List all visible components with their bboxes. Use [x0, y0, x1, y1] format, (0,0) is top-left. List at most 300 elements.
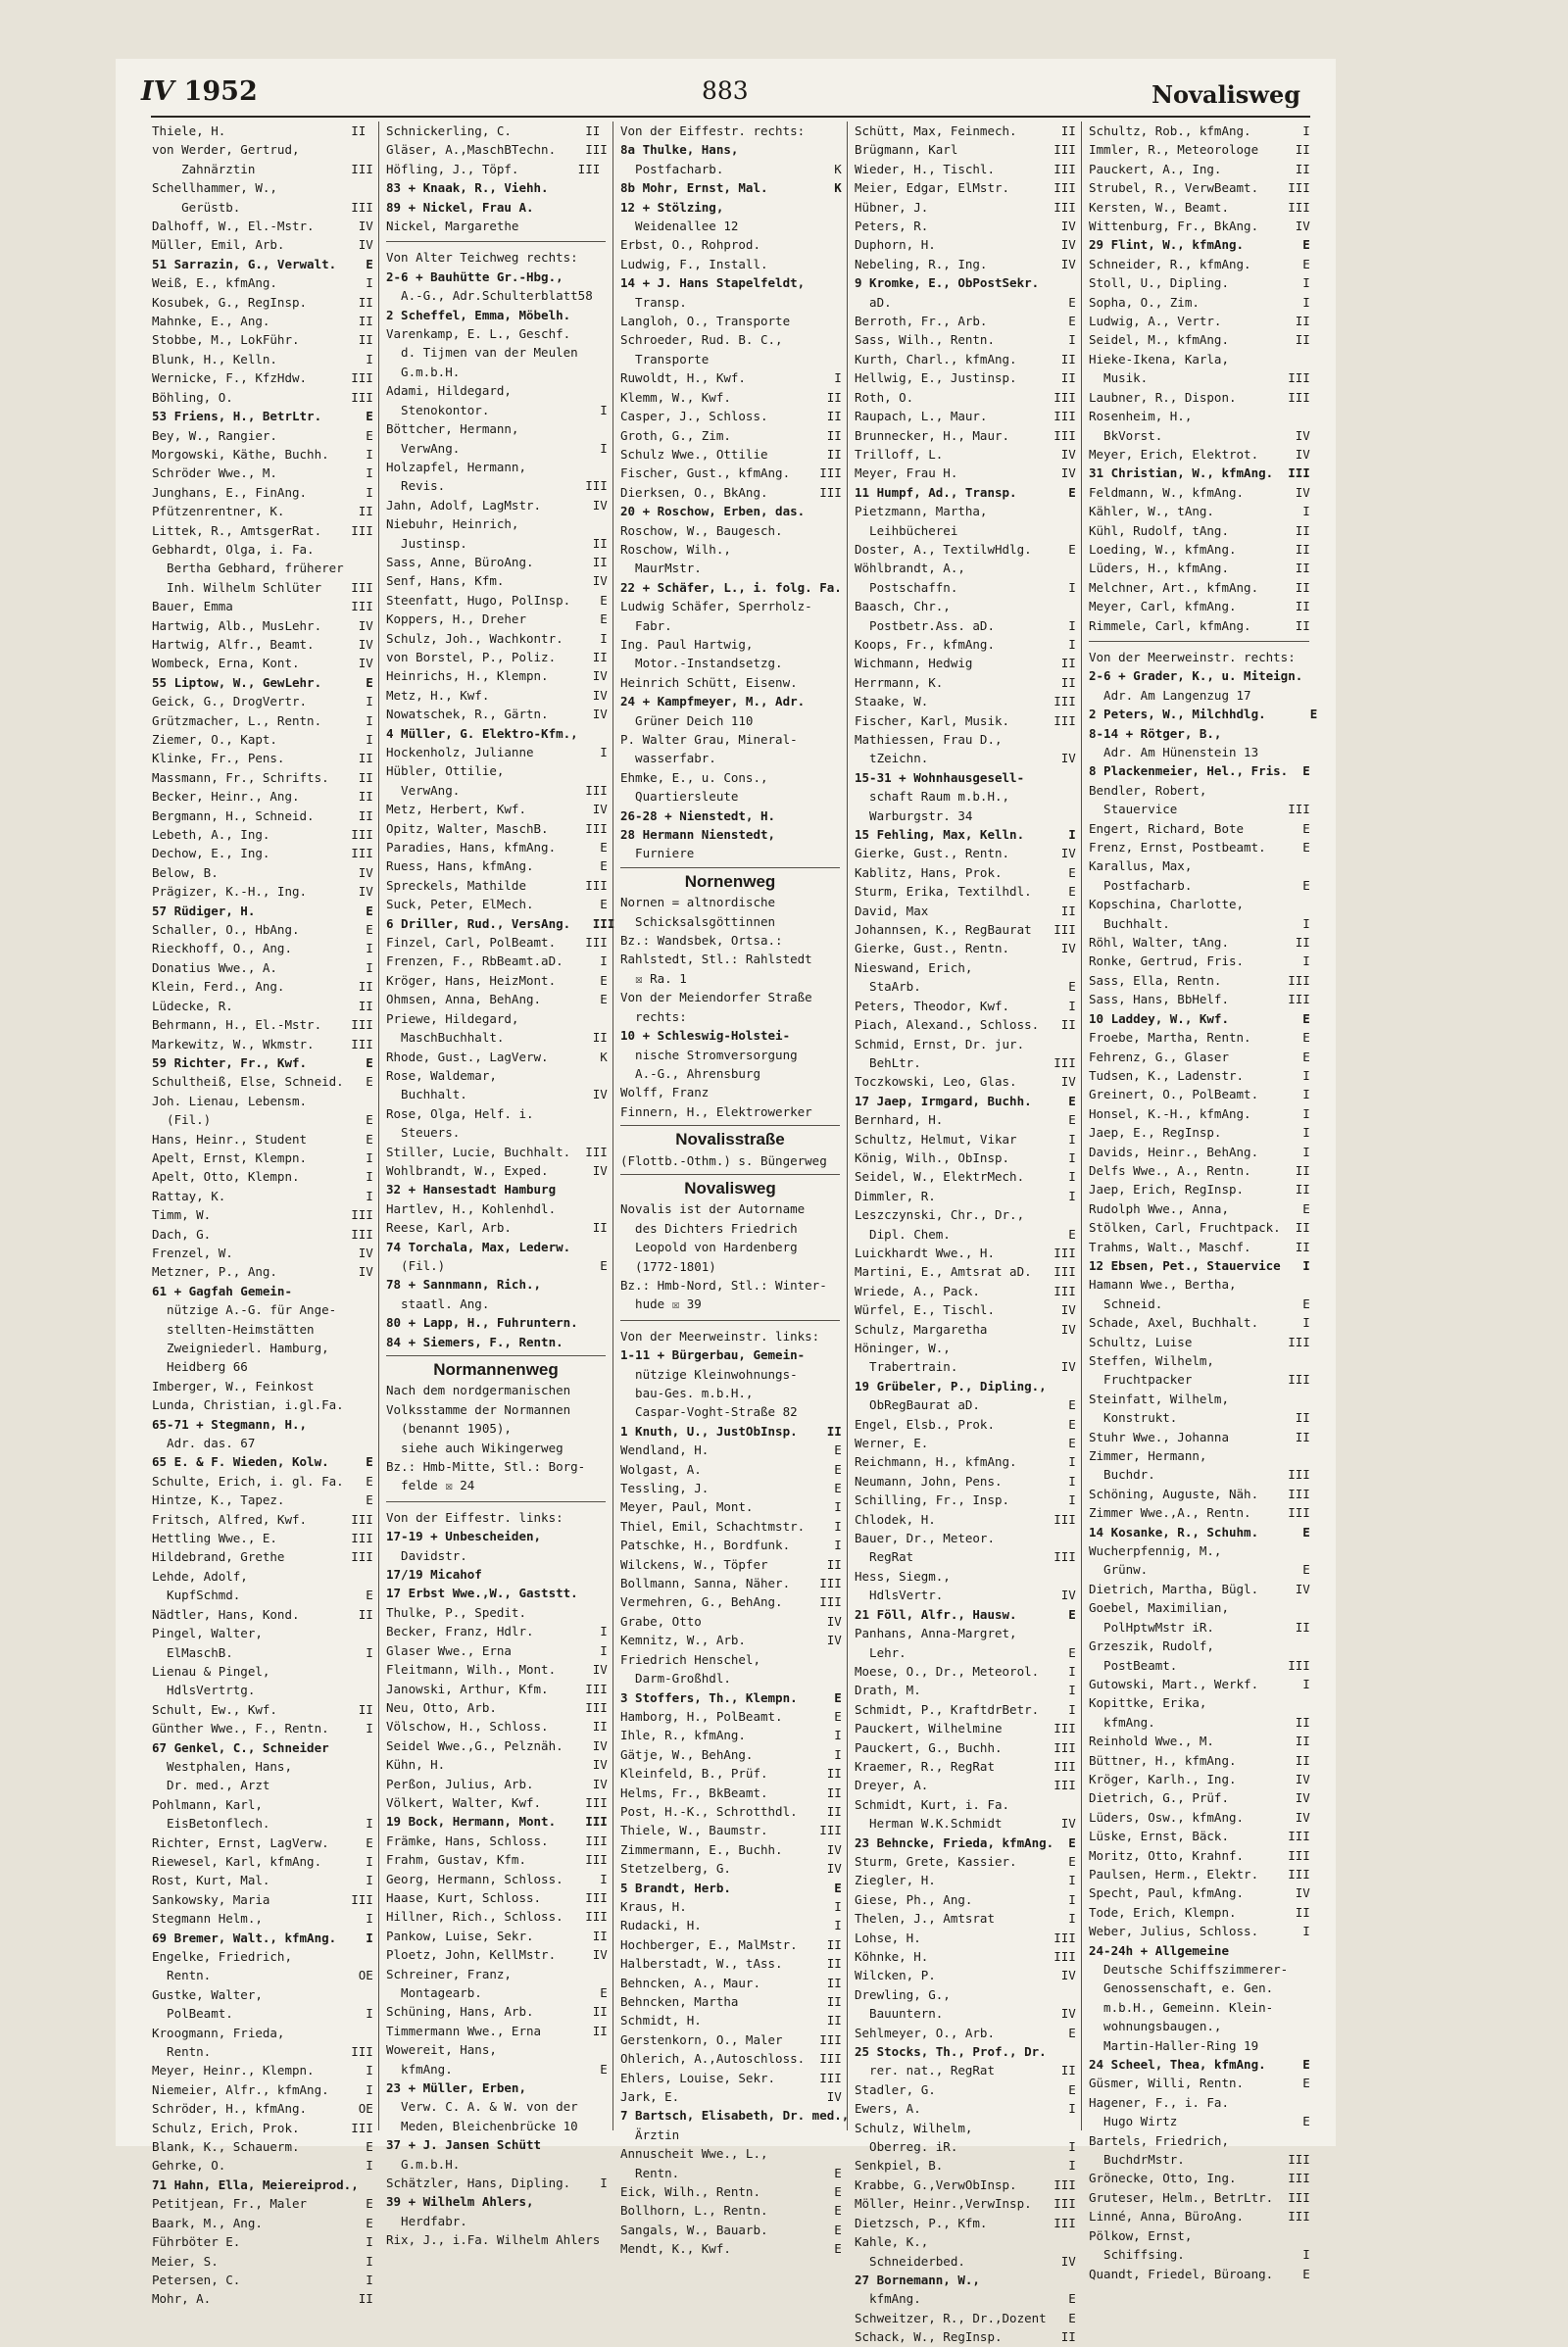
directory-entry: Kablitz, Hans, Prok. E — [855, 864, 1076, 880]
directory-entry: Kraemer, R., RegRat III — [855, 1758, 1076, 1774]
directory-entry: Postfacharb. K — [620, 161, 842, 176]
directory-entry: MaschBuchhalt. II — [386, 1030, 608, 1046]
directory-entry: StaArb. E — [855, 979, 1076, 995]
directory-entry: Annuscheit Wwe., L., — [620, 2146, 768, 2162]
directory-entry: Jaep, E., RegInsp. I — [1089, 1125, 1310, 1141]
directory-entry: Leihbücherei — [855, 522, 958, 538]
directory-entry: Hettling Wwe., E. III — [152, 1531, 373, 1546]
directory-entry: Jark, E. IV — [620, 2089, 842, 2105]
directory-entry: Rose, Waldemar, — [386, 1067, 497, 1083]
directory-entry: Postbetr.Ass. aD. I — [855, 617, 1076, 633]
directory-entry: Rentn. E — [620, 2165, 842, 2180]
directory-entry: Kahle, K., — [855, 2234, 929, 2250]
directory-entry: Johannsen, K., RegBaurat III — [855, 922, 1076, 938]
directory-entry: Priewe, Hildegard, — [386, 1010, 519, 1026]
directory-entry: BehLtr. III — [855, 1054, 1076, 1070]
directory-entry: G.m.b.H. — [386, 364, 461, 379]
directory-entry: 2-6 + Grader, K., u. Miteign. — [1089, 668, 1303, 684]
directory-entry: Roschow, W., Baugesch. — [620, 522, 783, 538]
directory-entry: Bauer, Dr., Meteor. — [855, 1531, 995, 1546]
directory-entry: Meier, Edgar, ElMstr. III — [855, 180, 1076, 196]
directory-entry: Furniere — [620, 846, 695, 861]
directory-entry: 37 + J. Jansen Schütt — [386, 2137, 542, 2153]
directory-entry: schaft Raum m.b.H., — [855, 789, 1010, 805]
directory-entry: Leopold von Hardenberg — [620, 1240, 798, 1255]
directory-entry: Schmidt, Kurt, i. Fa. — [855, 1796, 1010, 1812]
directory-entry: Güsmer, Willi, Rentn. E — [1089, 2076, 1310, 2091]
directory-entry: Kroogmann, Frieda, — [152, 2025, 285, 2040]
directory-entry: wasserfabr. — [620, 751, 716, 766]
directory-entry: 15-31 + Wohnhausgesell- — [855, 769, 1025, 785]
directory-entry: Transporte — [620, 351, 710, 367]
directory-entry: Verw. C. A. & W. von der — [386, 2099, 578, 2115]
directory-entry: Gerüstb. III — [152, 199, 373, 215]
directory-entry: Hockenholz, Julianne I — [386, 745, 608, 759]
directory-entry: Meden, Bleichenbrücke 10 — [386, 2118, 578, 2133]
directory-entry: Stölken, Carl, Fruchtpack. II — [1089, 1220, 1310, 1236]
directory-entry: 83 + Knaak, R., Viehh. — [386, 180, 549, 196]
directory-entry: Kröger, Hans, HeizMont. E — [386, 972, 608, 988]
directory-entry: Gläser, A.,MaschBTechn. III — [386, 142, 608, 158]
directory-entry: Luickhardt Wwe., H. III — [855, 1245, 1076, 1260]
directory-entry: Böhling, O. III — [152, 389, 373, 405]
directory-entry: Koppers, H., Dreher E — [386, 611, 608, 627]
directory-entry: kfmAng. II — [1089, 1714, 1310, 1730]
directory-entry: Holzapfel, Hermann, — [386, 459, 526, 474]
directory-entry: felde ☒ 24 — [386, 1478, 475, 1493]
directory-entry: Raupach, L., Maur. III — [855, 409, 1076, 424]
directory-entry: Warburgstr. 34 — [855, 807, 973, 823]
directory-entry: Metz, Herbert, Kwf. IV — [386, 802, 608, 817]
directory-entry: Littek, R., AmtsgerRat. III — [152, 522, 373, 538]
directory-entry: Apelt, Otto, Klempn. I — [152, 1169, 373, 1185]
directory-entry: Langloh, O., Transporte — [620, 314, 791, 329]
directory-entry: Von der Meerweinstr. links: — [620, 1328, 820, 1344]
directory-entry: Gätje, W., BehAng. I — [620, 1746, 842, 1762]
directory-page — [116, 59, 1336, 2345]
directory-entry: Wolff, Franz — [620, 1085, 710, 1100]
directory-entry: 8a Thulke, Hans, — [620, 142, 739, 158]
directory-entry: Bz.: Hmb-Nord, Stl.: Winter- — [620, 1277, 827, 1293]
directory-entry: Adr. Am Langenzug 17 — [1089, 687, 1251, 703]
directory-entry: 14 Kosanke, R., Schuhm. E — [1089, 1524, 1310, 1540]
directory-entry: Blunk, H., Kelln. I — [152, 351, 373, 367]
directory-entry: Trilloff, L. IV — [855, 446, 1076, 462]
year: 1952 — [183, 76, 258, 107]
directory-entry: Tudsen, K., Ladenstr. I — [1089, 1067, 1310, 1083]
directory-entry: Grzeszik, Rudolf, — [1089, 1638, 1214, 1654]
directory-entry: Schultz, Rob., kfmAng. I — [1089, 123, 1310, 138]
directory-entry: 15 Fehling, Max, Kelln. I — [855, 827, 1076, 843]
directory-entry: Thelen, J., Amtsrat I — [855, 1911, 1076, 1927]
directory-entry: rer. nat., RegRat II — [855, 2063, 1076, 2078]
directory-entry: Mahnke, E., Ang. II — [152, 314, 373, 329]
directory-entry: Hess, Siegm., — [855, 1568, 951, 1584]
page-number: 883 — [702, 76, 749, 105]
section-divider — [386, 1501, 606, 1502]
directory-entry: Dietrich, Martha, Bügl. IV — [1089, 1581, 1310, 1596]
directory-entry: Buchhalt. I — [1089, 915, 1310, 931]
directory-entry: 2 Peters, W., Milchhdlg. E — [1089, 707, 1318, 722]
directory-entry: Senkpiel, B. I — [855, 2158, 1076, 2174]
directory-entry: Nädtler, Hans, Kond. II — [152, 1606, 373, 1622]
directory-entry: Wieder, H., Tischl. III — [855, 161, 1076, 176]
directory-entry: Volksstamme der Normannen — [386, 1401, 571, 1417]
directory-entry: Fritsch, Alfred, Kwf. III — [152, 1511, 373, 1527]
directory-entry: Fruchtpacker III — [1089, 1372, 1310, 1388]
directory-entry: Transp. — [620, 294, 687, 310]
directory-entry: ElMaschB. I — [152, 1644, 373, 1660]
directory-entry: Schneid. E — [1089, 1296, 1310, 1311]
directory-entry: Schultz, Luise III — [1089, 1334, 1310, 1349]
directory-entry: Von der Meiendorfer Straße — [620, 990, 812, 1005]
directory-entry: Riewesel, Karl, kfmAng. I — [152, 1853, 373, 1869]
directory-entry: Dimmler, R. I — [855, 1188, 1076, 1203]
directory-entry: nützige A.-G. für Ange- — [152, 1302, 337, 1318]
directory-entry: Postfacharb. E — [1089, 877, 1310, 893]
directory-entry: Ronke, Gertrud, Fris. I — [1089, 953, 1310, 969]
directory-entry: Kemnitz, W., Arb. IV — [620, 1633, 842, 1648]
directory-entry: Ohlerich, A.,Autoschloss. III — [620, 2051, 842, 2067]
directory-entry: Schütt, Max, Feinmech. II — [855, 123, 1076, 138]
street-section-heading: Normannenweg — [386, 1355, 606, 1379]
directory-entry: Paradies, Hans, kfmAng. E — [386, 840, 608, 856]
directory-entry: Glaser Wwe., Erna I — [386, 1642, 608, 1658]
directory-entry: Hübner, J. III — [855, 199, 1076, 215]
directory-entry: Ludwig, A., Vertr. II — [1089, 314, 1310, 329]
directory-entry: Bartels, Friedrich, — [1089, 2132, 1229, 2148]
directory-entry: Von der Meerweinstr. rechts: — [1089, 649, 1296, 664]
directory-entry: Dietzsch, P., Kfm. III — [855, 2215, 1076, 2230]
directory-entry: Musik. III — [1089, 370, 1310, 386]
directory-entry: Imberger, W., Feinkost — [152, 1378, 315, 1394]
directory-entry: Froebe, Martha, Rentn. E — [1089, 1030, 1310, 1046]
directory-entry: Meyer, Paul, Mont. I — [620, 1499, 842, 1515]
directory-entry: Below, B. IV — [152, 864, 373, 880]
directory-entry: Gutowski, Mart., Werkf. I — [1089, 1676, 1310, 1691]
directory-entry: Wilckens, W., Töpfer II — [620, 1556, 842, 1572]
directory-entry: (Fil.) E — [152, 1112, 373, 1128]
directory-entry: Dechow, E., Ing. III — [152, 846, 373, 861]
directory-entry: Suck, Peter, ElMech. E — [386, 897, 608, 912]
directory-entry: 8b Mohr, Ernst, Mal. K — [620, 180, 842, 196]
directory-entry: Schult, Ew., Kwf. II — [152, 1701, 373, 1717]
directory-entry: Ziemer, O., Kapt. I — [152, 732, 373, 747]
directory-entry: Konstrukt. II — [1089, 1410, 1310, 1426]
directory-entry: Herrmann, K. II — [855, 674, 1076, 690]
directory-entry: Dietrich, G., Prüf. IV — [1089, 1790, 1310, 1806]
directory-entry: Fabr. — [620, 617, 672, 633]
directory-entry: Hellwig, E., Justinsp. II — [855, 370, 1076, 386]
directory-entry: Buchhalt. IV — [386, 1087, 608, 1102]
directory-entry: Buchdr. III — [1089, 1467, 1310, 1483]
directory-entry: Schmidt, H. II — [620, 2013, 842, 2029]
directory-entry: Greinert, O., PolBeamt. I — [1089, 1087, 1310, 1102]
directory-entry: Lüske, Ernst, Bäck. III — [1089, 1829, 1310, 1844]
section-divider — [620, 1320, 840, 1321]
directory-entry: Wernicke, F., KfzHdw. III — [152, 370, 373, 386]
directory-entry: Novalis ist der Autorname — [620, 1201, 806, 1217]
directory-entry: Stobbe, M., LokFühr. II — [152, 332, 373, 348]
directory-entry: 11 Humpf, Ad., Transp. E — [855, 484, 1076, 500]
directory-entry: Duphorn, H. IV — [855, 237, 1076, 253]
directory-entry: 32 + Hansestadt Hamburg — [386, 1182, 557, 1198]
directory-entry: 57 Rüdiger, H. E — [152, 903, 373, 918]
directory-entry: EisBetonflech. I — [152, 1816, 373, 1832]
directory-entry: 17 Erbst Wwe.,W., Gaststt. — [386, 1586, 578, 1601]
directory-entry: Bollmann, Sanna, Näher. III — [620, 1576, 842, 1591]
directory-entry: Hintze, K., Tapez. E — [152, 1492, 373, 1508]
directory-entry: Frenz, Ernst, Postbeamt. E — [1089, 840, 1310, 856]
directory-entry: Dreyer, A. III — [855, 1778, 1076, 1793]
directory-entry: Grönecke, Otto, Ing. III — [1089, 2171, 1310, 2186]
directory-entry: Blank, K., Schauerm. E — [152, 2139, 373, 2155]
directory-entry: Strubel, R., VerwBeamt. III — [1089, 180, 1310, 196]
directory-entry: PolBeamt. I — [152, 2006, 373, 2022]
directory-entry: 28 Hermann Nienstedt, — [620, 827, 776, 843]
directory-entry: Wombeck, Erna, Kont. IV — [152, 656, 373, 671]
directory-entry: Vermehren, G., BehAng. III — [620, 1594, 842, 1610]
directory-entry: Sass, Ella, Rentn. III — [1089, 972, 1310, 988]
directory-entry: 31 Christian, W., kfmAng. III — [1089, 465, 1310, 481]
directory-entry: RegRat III — [855, 1549, 1076, 1565]
directory-entry: BkVorst. IV — [1089, 427, 1310, 443]
directory-entry: Böttcher, Hermann, — [386, 421, 519, 437]
directory-entry: Bey, W., Rangier. E — [152, 427, 373, 443]
directory-entry: Specht, Paul, kfmAng. IV — [1089, 1885, 1310, 1901]
directory-entry: Bendler, Robert, — [1089, 782, 1207, 798]
directory-entry: Wöhlbrandt, A., — [855, 561, 965, 576]
directory-entry: Lüdecke, R. II — [152, 998, 373, 1013]
directory-entry: Seidel, W., ElektrMech. I — [855, 1169, 1076, 1185]
directory-entry: Werner, E. E — [855, 1436, 1076, 1451]
directory-entry: G.m.b.H. — [386, 2156, 461, 2172]
directory-entry: Junghans, E., FinAng. I — [152, 484, 373, 500]
directory-entry: 7 Bartsch, Elisabeth, Dr. med., — [620, 2108, 850, 2124]
directory-entry: Stauervice III — [1089, 802, 1310, 817]
directory-entry: 19 Grübeler, P., Dipling., — [855, 1378, 1047, 1394]
directory-entry: 23 Behncke, Frieda, kfmAng. E — [855, 1834, 1076, 1850]
directory-entry: HdlsVertr. IV — [855, 1588, 1076, 1603]
directory-entry: Delfs Wwe., A., Rentn. II — [1089, 1162, 1310, 1178]
directory-entry: Ludwig, F., Install. — [620, 256, 768, 271]
directory-entry: Klein, Ferd., Ang. II — [152, 979, 373, 995]
directory-entry: BuchdrMstr. III — [1089, 2152, 1310, 2168]
directory-entry: Montagearb. E — [386, 1985, 608, 2000]
directory-entry: Berroth, Fr., Arb. E — [855, 314, 1076, 329]
directory-entry: Behncken, Martha II — [620, 1994, 842, 2009]
directory-entry: staatl. Ang. — [386, 1296, 490, 1311]
directory-entry: Wriede, A., Pack. III — [855, 1283, 1076, 1298]
directory-entry: Janowski, Arthur, Kfm. III — [386, 1681, 608, 1696]
directory-entry: 71 Hahn, Ella, Meiereiprod., — [152, 2176, 359, 2192]
directory-entry: Kopittke, Erika, — [1089, 1695, 1207, 1711]
directory-entry: 2 Scheffel, Emma, Möbelh. — [386, 307, 571, 322]
directory-entry: Loeding, W., kfmAng. II — [1089, 541, 1310, 557]
directory-entry: Postschaffn. I — [855, 579, 1076, 595]
directory-entry: Immler, R., Meteorologe II — [1089, 142, 1310, 158]
volume-year — [141, 76, 258, 107]
directory-entry: (Flottb.-Othm.) s. Büngerweg — [620, 1152, 827, 1168]
directory-entry: Wendland, H. E — [620, 1442, 842, 1458]
directory-entry: Roth, O. III — [855, 389, 1076, 405]
directory-entry: Jahn, Adolf, LagMstr. IV — [386, 497, 608, 513]
directory-entry: KupfSchmd. E — [152, 1588, 373, 1603]
directory-entry: Caspar-Voght-Straße 82 — [620, 1404, 798, 1420]
directory-entry: Metzner, P., Ang. IV — [152, 1264, 373, 1280]
directory-entry: Trahms, Walt., Maschf. II — [1089, 1239, 1310, 1254]
directory-entry: Feldmann, W., kfmAng. IV — [1089, 484, 1310, 500]
directory-entry: A.-G., Adr.Schulterblatt58 — [386, 288, 593, 304]
directory-entry: Bauuntern. IV — [855, 2006, 1076, 2022]
directory-column — [848, 122, 1082, 2345]
directory-entry: Krabbe, G.,VerwObInsp. III — [855, 2176, 1076, 2192]
directory-entry: 17 Jaep, Irmgard, Buchh. E — [855, 1093, 1076, 1108]
directory-entry: Dr. med., Arzt — [152, 1778, 270, 1793]
directory-entry: Erbst, O., Rohprod. — [620, 237, 760, 253]
directory-entry: Bz.: Hmb-Mitte, Stl.: Borg- — [386, 1459, 586, 1475]
directory-entry: Darm-Großhdl. — [620, 1671, 731, 1687]
directory-entry: Rentn. OE — [152, 1968, 373, 1983]
directory-entry: Ploetz, John, KellMstr. IV — [386, 1947, 608, 1963]
directory-entry: Stetzelberg, G. IV — [620, 1861, 842, 1877]
directory-entry: Inh. Wilhelm Schlüter III — [152, 579, 373, 595]
directory-entry: Wichmann, Hedwig II — [855, 656, 1076, 671]
street-section-heading: Novalisweg — [620, 1174, 840, 1198]
directory-entry: Varenkamp, E. L., Geschf. — [386, 326, 571, 342]
directory-entry: Sass, Wilh., Rentn. I — [855, 332, 1076, 348]
directory-entry: 89 + Nickel, Frau A. — [386, 199, 534, 215]
directory-entry: Pankow, Luise, Sekr. II — [386, 1928, 608, 1943]
directory-entry: 3 Stoffers, Th., Klempn. E — [620, 1689, 842, 1705]
directory-entry: Timmermann Wwe., Erna II — [386, 2023, 608, 2038]
directory-entry: Seidel, M., kfmAng. II — [1089, 332, 1310, 348]
directory-entry: Piach, Alexand., Schloss. II — [855, 1017, 1076, 1033]
directory-entry: Lunda, Christian, i.gl.Fa. — [152, 1397, 344, 1413]
directory-entry: David, Max II — [855, 903, 1076, 918]
directory-column — [1082, 122, 1318, 2281]
directory-entry: Rieckhoff, O., Ang. I — [152, 941, 373, 956]
directory-entry: Prägizer, K.-H., Ing. IV — [152, 884, 373, 900]
directory-entry: Wolgast, A. E — [620, 1461, 842, 1477]
directory-entry: Martin-Haller-Ring 19 — [1089, 2037, 1259, 2053]
directory-entry: Brunnecker, H., Maur. III — [855, 427, 1076, 443]
street-heading: Novalisweg — [1152, 80, 1300, 109]
directory-column — [613, 122, 850, 2257]
directory-entry: Neu, Otto, Arb. III — [386, 1699, 608, 1715]
directory-entry: Ing. Paul Hartwig, — [620, 636, 754, 652]
directory-entry: Hartwig, Alfr., Beamt. IV — [152, 636, 373, 652]
directory-entry: Ruess, Hans, kfmAng. E — [386, 858, 608, 874]
directory-entry: nützige Kleinwohnungs- — [620, 1366, 798, 1382]
directory-entry: Kraus, H. I — [620, 1898, 842, 1914]
directory-entry: Rix, J., i.Fa. Wilhelm Ahlers — [386, 2232, 601, 2248]
directory-entry: tZeichn. IV — [855, 751, 1076, 766]
directory-entry: Kähler, W., tAng. I — [1089, 504, 1310, 519]
directory-entry: Hans, Heinr., Student E — [152, 1131, 373, 1147]
directory-entry: siehe auch Wikingerweg — [386, 1440, 564, 1455]
directory-entry: Meyer, Carl, kfmAng. II — [1089, 599, 1310, 614]
directory-entry: 25 Stocks, Th., Prof., Dr. — [855, 2044, 1047, 2060]
directory-entry: Gustke, Walter, — [152, 1986, 263, 2002]
directory-entry: Bauer, Emma III — [152, 599, 373, 614]
directory-entry: Schultz, Helmut, Vikar I — [855, 1131, 1076, 1147]
directory-entry: Westphalen, Hans, — [152, 1758, 292, 1774]
directory-entry: Schellhammer, W., — [152, 180, 277, 196]
directory-entry: Dach, G. III — [152, 1226, 373, 1242]
directory-entry: Herman W.K.Schmidt IV — [855, 1816, 1076, 1832]
directory-entry: Thiele, H. II — [152, 123, 367, 138]
directory-entry: Panhans, Anna-Margret, — [855, 1626, 1017, 1641]
directory-entry: Schüning, Hans, Arb. II — [386, 2004, 608, 2020]
street-section-heading: Nornenweg — [620, 867, 840, 891]
directory-entry: 8-14 + Rötger, B., — [1089, 725, 1222, 741]
directory-entry: (benannt 1905), — [386, 1421, 512, 1437]
directory-entry: Apelt, Ernst, Klempn. I — [152, 1149, 373, 1165]
directory-entry: Heinrichs, H., Klempn. IV — [386, 668, 608, 684]
directory-entry: Schulz Wwe., Ottilie II — [620, 446, 842, 462]
directory-entry: stellten-Heimstätten — [152, 1321, 315, 1337]
directory-entry: Wilcken, P. IV — [855, 1968, 1076, 1983]
directory-entry: Sopha, O., Zim. I — [1089, 294, 1310, 310]
directory-entry: Reinhold Wwe., M. II — [1089, 1734, 1310, 1749]
directory-entry: Rost, Kurt, Mal. I — [152, 1873, 373, 1888]
directory-entry: Drewling, G., — [855, 1986, 951, 2002]
directory-entry: Gierke, Gust., Rentn. IV — [855, 846, 1076, 861]
directory-entry: Schneiderbed. IV — [855, 2253, 1076, 2269]
directory-entry: Rosenheim, H., — [1089, 409, 1193, 424]
directory-entry: Fischer, Karl, Musik. III — [855, 712, 1076, 728]
directory-entry: Wowereit, Hans, — [386, 2042, 497, 2058]
directory-entry: Mendt, K., Kwf. E — [620, 2241, 842, 2257]
directory-entry: d. Tijmen van der Meulen — [386, 345, 578, 361]
directory-entry: Klemm, W., Kwf. II — [620, 389, 842, 405]
directory-entry: Von der Eiffestr. rechts: — [620, 123, 806, 138]
directory-entry: Markewitz, W., Wkmstr. III — [152, 1036, 373, 1051]
directory-entry: Nach dem nordgermanischen — [386, 1383, 571, 1398]
directory-entry: Engel, Elsb., Prok. E — [855, 1416, 1076, 1432]
directory-entry: Halberstadt, W., tAss. II — [620, 1956, 842, 1972]
directory-entry: 27 Bornemann, W., — [855, 2272, 980, 2287]
directory-entry: Möller, Heinr.,VerwInsp. III — [855, 2196, 1076, 2212]
directory-entry: Bergmann, H., Schneid. II — [152, 807, 373, 823]
directory-entry: Lehr. E — [855, 1644, 1076, 1660]
directory-entry: Rhode, Gust., LagVerw. K — [386, 1049, 608, 1064]
directory-entry: Ludwig Schäfer, Sperrholz- — [620, 599, 812, 614]
directory-entry: 23 + Müller, Erben, — [386, 2080, 526, 2096]
section-divider — [1089, 641, 1309, 642]
directory-entry: Eick, Wilh., Rentn. E — [620, 2184, 842, 2200]
directory-entry: Grabe, Otto IV — [620, 1613, 842, 1629]
directory-entry: Adr. Am Hünenstein 13 — [1089, 745, 1259, 759]
directory-entry: Schulz, Wilhelm, — [855, 2120, 973, 2135]
directory-entry: Pauckert, Wilhelmine III — [855, 1721, 1076, 1736]
directory-entry: 2-6 + Bauhütte Gr.-Hbg., — [386, 269, 564, 284]
directory-entry: m.b.H., Gemeinn. Klein- — [1089, 1999, 1274, 2015]
directory-entry: Morgowski, Käthe, Buchh. I — [152, 446, 373, 462]
directory-entry: Paulsen, Herm., Elektr. III — [1089, 1866, 1310, 1882]
directory-entry: 53 Friens, H., BetrLtr. E — [152, 409, 373, 424]
directory-entry: Steinfatt, Wilhelm, — [1089, 1391, 1229, 1406]
directory-entry: Revis. III — [386, 478, 608, 494]
directory-entry: Hillner, Rich., Schloss. III — [386, 1909, 608, 1925]
directory-entry: Meyer, Erich, Elektrot. IV — [1089, 446, 1310, 462]
directory-entry: Hartlev, H., Kohlenhdl. — [386, 1200, 557, 1216]
directory-entry: Petersen, C. I — [152, 2272, 373, 2287]
directory-entry: Metz, H., Kwf. IV — [386, 687, 608, 703]
directory-entry: PolHptwMstr iR. II — [1089, 1619, 1310, 1635]
directory-entry: 80 + Lapp, H., Fuhruntern. — [386, 1315, 578, 1331]
